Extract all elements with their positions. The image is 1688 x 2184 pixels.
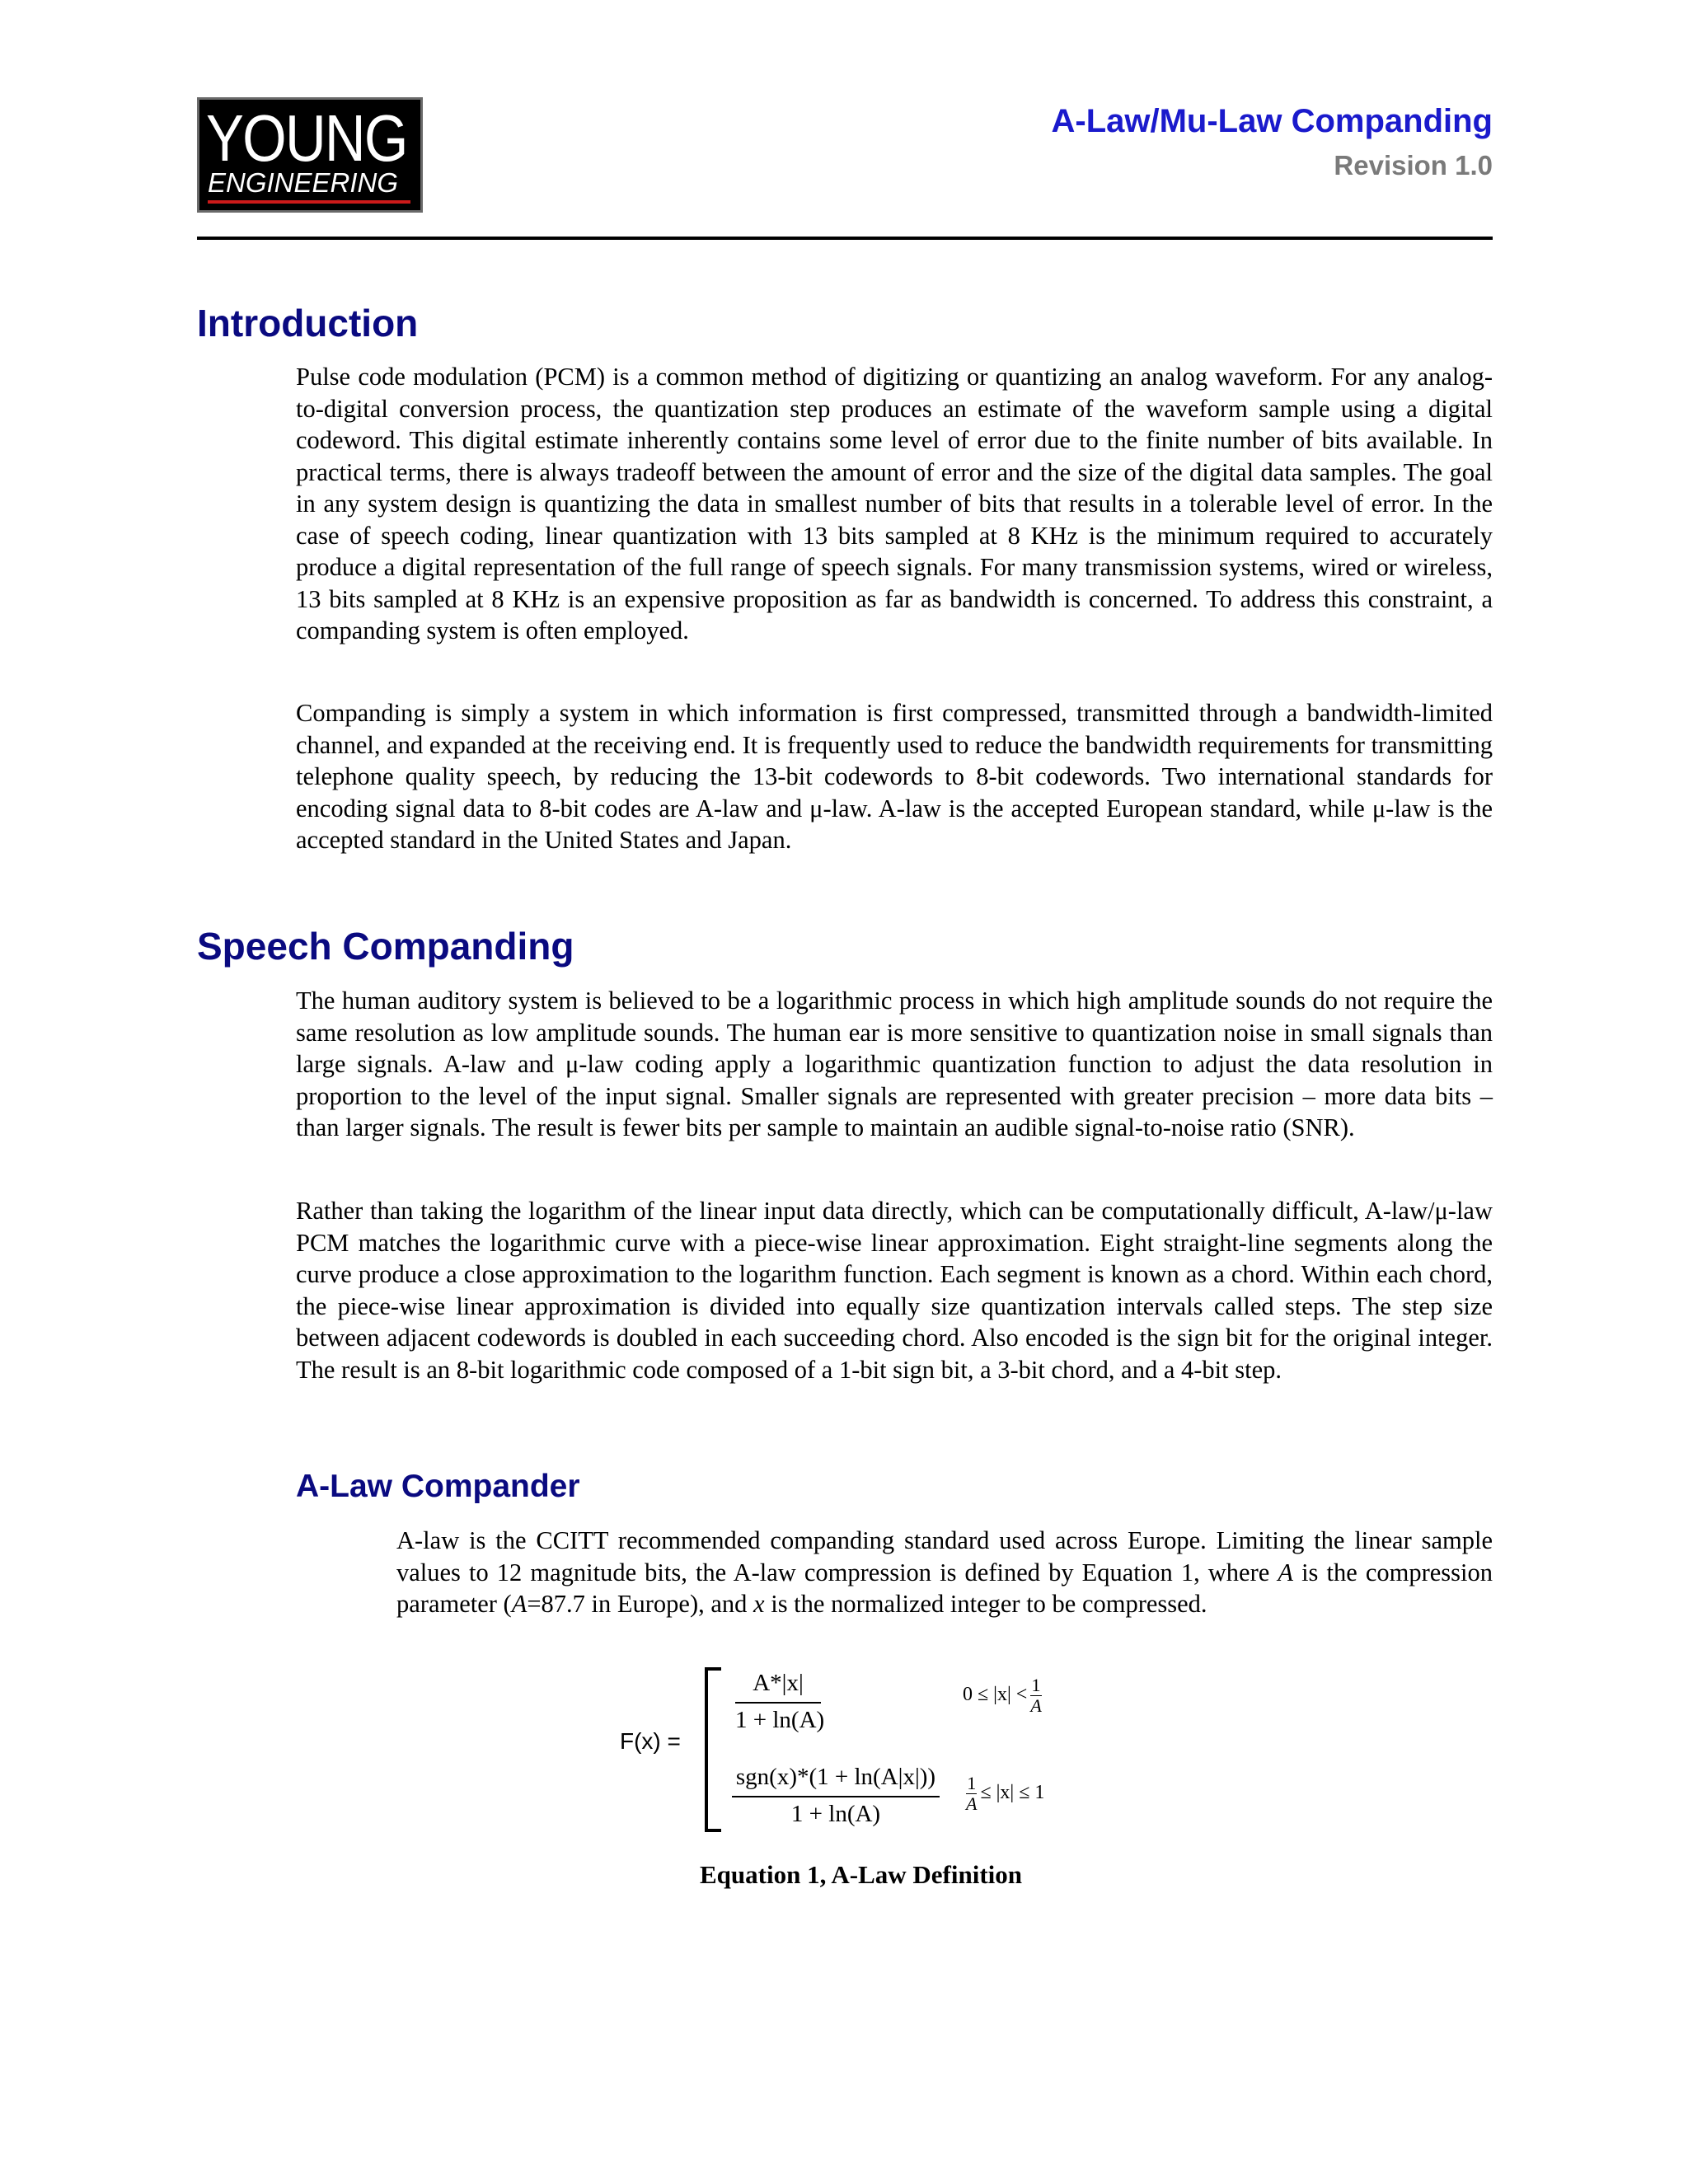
speech-paragraph-2: Rather than taking the logarithm of the linear input data directly, which can be computationally difficult, A-law/μ-law PCM matches the logarithmic curve with a piece-wise linear approximation. Eight straight-line segments along the curve produce a close approximation to the logarithm function. Each segment is known as a chord. Within each chord, the piece-wise linear approximation is divided into equally size quantization intervals called steps. The step size between adjacent codewords is doubled in each succeeding chord. Also encoded is the sign bit for the original integer. The result is an 8-bit logarithmic code composed of a 1-bit sign bit, a 3-bit chord, and a 4-bit step. <box>296 1197 1493 1384</box>
document-revision: Revision 1.0 <box>1334 150 1493 180</box>
logo-red-bar <box>208 200 410 204</box>
intro-paragraph-2: Companding is simply a system in which information is first compressed, transmitted through a bandwidth-limited channel, and expanded at the receiving end. It is frequently used to reduce the bandwidth requirements for transmitting telephone quality speech, by reducing the 13-bit codewords to 8-bit codewords. Two international standards for encoding signal data to 8-bit codes are A-law and μ-law. A-law is the accepted European standard, while μ-law is the accepted standard in the United States and Japan. <box>296 699 1493 854</box>
company-logo <box>197 97 423 213</box>
alaw-paragraph: A-law is the CCITT recommended companding standard used across Europe. Limiting the linear sample values to 12 magnitude bits, the A-law compression is defined by Equation 1, where A is the compression parameter (A=87.7 in Europe), and x is the normalized integer to be compressed. <box>396 1526 1493 1618</box>
case2-denominator: 1 + ln(A) <box>732 1796 940 1828</box>
speech-paragraph-1: The human auditory system is believed to be a logarithmic process in which high amplitude sounds do not require the same resolution as low amplitude sounds. The human ear is more sensitive to quantization noise in small signals than large signals. A-law and μ-law coding apply a logarithmic quantization function to adjust the data resolution in proportion to the level of the input signal. Smaller signals are represented with greater precision – more data bits – than larger signals. The result is fewer bits per sample to maintain an audible signal-to-noise ratio (SNR). <box>296 987 1493 1141</box>
equation-bracket <box>705 1667 721 1832</box>
equation-caption: Equation 1, A-Law Definition <box>700 1860 1023 1889</box>
case1-denominator: 1 + ln(A) <box>735 1702 821 1734</box>
logo-wordmark: YOUNG <box>206 101 407 175</box>
case1-fraction <box>735 1670 825 1734</box>
speech-companding-heading: Speech Companding <box>197 925 574 968</box>
case1-numerator: A*|x| <box>753 1670 804 1696</box>
equation-label: F(x) = <box>620 1728 681 1754</box>
intro-paragraph-1: Pulse code modulation (PCM) is a common method of digitizing or quantizing an analog waveform. For any analog-to-digital conversion process, the quantization step produces an estimate of the waveform sample using a digital codeword. This digital estimate inherently contains some level of error due to the finite number of bits available. In practical terms, there is always tradeoff between the amount of error and the size of the digital data samples. The goal in any system design is quantizing the data in smallest number of bits that results in a tolerable level of error. In the case of speech coding, linear quantization with 13 bits sampled at 8 KHz is the minimum required to accurately produce a digital representation of the full range of speech signals. For many transmission systems, wired or wireless, 13 bits sampled at 8 KHz is an expensive proposition as far as bandwidth is concerned. To address this constraint, a companding system is often employed. <box>296 363 1493 644</box>
introduction-heading: Introduction <box>197 302 419 344</box>
header-divider <box>197 237 1493 240</box>
case2-fraction <box>732 1764 940 1828</box>
document-title: A-Law/Mu-Law Companding <box>1051 103 1493 139</box>
case1-condition: 0 ≤ |x| < $\frac{1}{A}$ <box>963 1675 1042 1716</box>
logo-subtitle: ENGINEERING <box>208 167 399 198</box>
alaw-compander-heading: A-Law Compander <box>296 1469 580 1504</box>
case2-condition: $\frac{1}{A}$ ≤ |x| ≤ 1 <box>966 1773 1045 1814</box>
case2-numerator: sgn(x)*(1 + ln(A|x|)) <box>735 1764 936 1790</box>
